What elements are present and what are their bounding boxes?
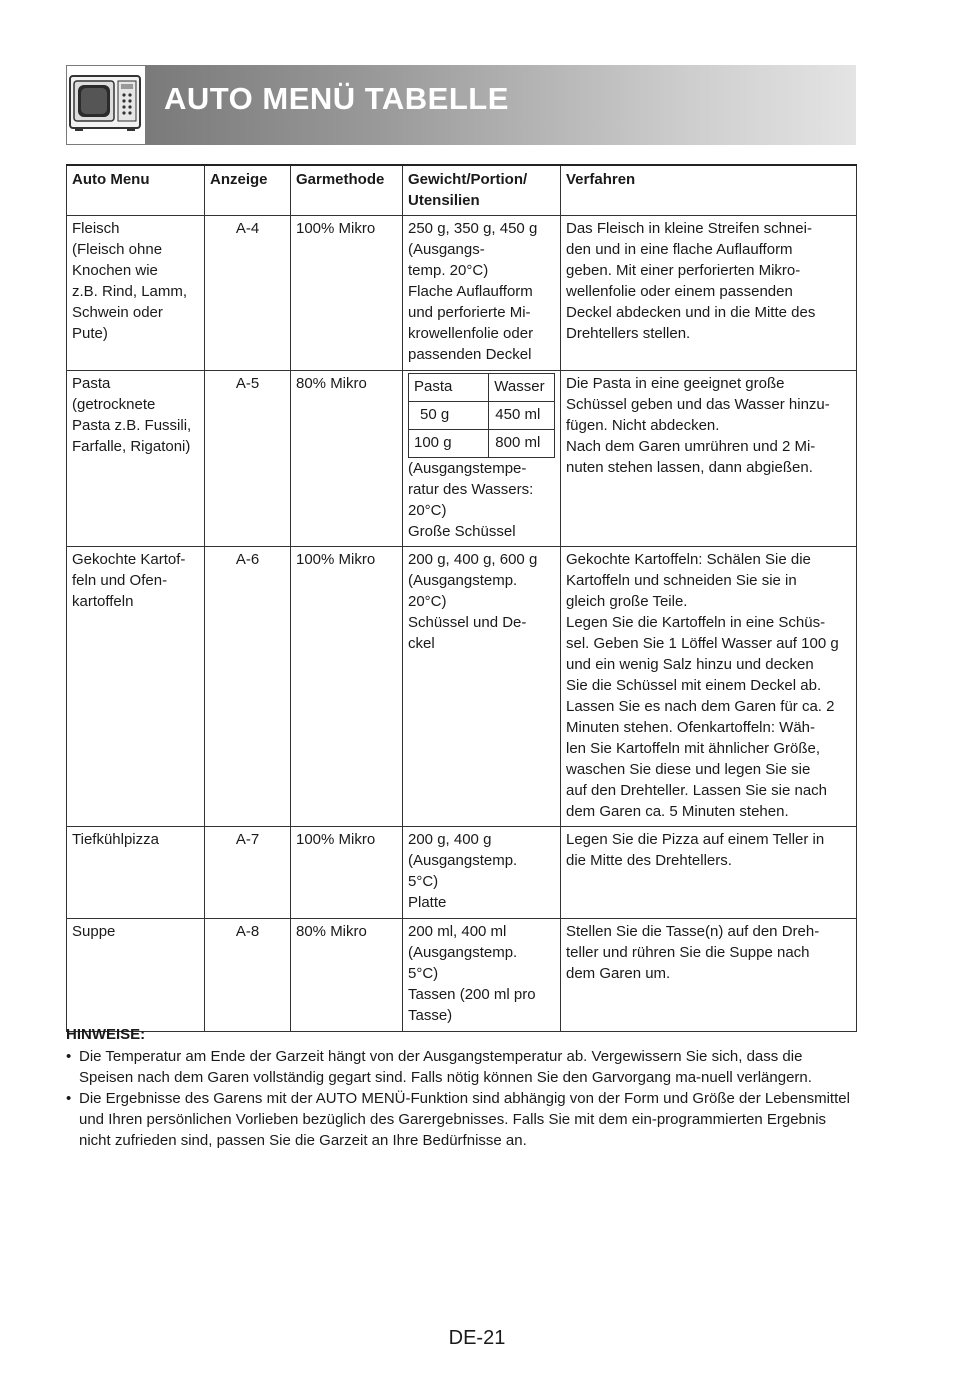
auto-menu-cell: Gekochte Kartof- feln und Ofen- kartoffeln <box>67 547 205 827</box>
page-title: AUTO MENÜ TABELLE <box>164 81 509 116</box>
notes-section <box>66 1024 856 1151</box>
verfahren-cell: Die Pasta in eine geeignet große Schüssel geben und das Wasser hinzu- fügen. Nicht abdecken. Nach dem Garen umrühren und 2 Mi- nuten stehen lassen, dann abgießen. <box>561 371 857 547</box>
bullet-icon: • <box>66 1048 72 1065</box>
garmethode-cell: 100% Mikro <box>291 827 403 919</box>
auto-menu-cell: Pasta (getrocknete Pasta z.B. Fussili, Farfalle, Rigatoni) <box>67 371 205 547</box>
note-text: Die Temperatur am Ende der Garzeit hängt von der Ausgangstemperatur ab. Vergewissern Sie sich, dass die Speisen nach dem Garen vollständig gegart sind. Falls nötig können Sie den Garvorgang ma-nuell verlängern. <box>79 1048 812 1086</box>
note-text: Die Ergebnisse des Garens mit der AUTO MENÜ-Funktion sind abhängig von der Form und Größe der Lebensmittel und Ihren persönlichen Vorlieben bezüglich des Garergebnisses. Falls Sie mit dem ein-programmierten Ergebnis nicht zufrieden sind, passen Sie die Garzeit an Ihre Bedürfnisse an. <box>79 1090 850 1149</box>
auto-menu-table <box>66 164 857 1032</box>
gewicht-cell: 200 g, 400 g, 600 g (Ausgangstemp. 20°C) Schüssel und De- ckel <box>403 547 561 827</box>
garmethode-cell: 80% Mikro <box>291 371 403 547</box>
list-item <box>66 1088 856 1151</box>
gewicht-cell: 200 ml, 400 ml (Ausgangstemp. 5°C) Tassen (200 ml pro Tasse) <box>403 919 561 1032</box>
microwave-icon <box>66 65 146 145</box>
column-header-verfahren: Verfahren <box>561 165 857 216</box>
verfahren-cell: Legen Sie die Pizza auf einem Teller in die Mitte des Drehtellers. <box>561 827 857 919</box>
pasta-notes: (Ausgangstempe- ratur des Wassers: 20°C) Große Schüssel <box>408 460 534 540</box>
garmethode-cell: 80% Mikro <box>291 919 403 1032</box>
anzeige-cell: A-7 <box>205 827 291 919</box>
table-row <box>67 371 857 547</box>
pasta-water-table <box>408 373 555 458</box>
column-header-anzeige: Anzeige <box>205 165 291 216</box>
page-header-banner <box>66 65 856 145</box>
table-row <box>67 827 857 919</box>
pasta-amount: 100 g <box>409 430 489 458</box>
verfahren-cell: Stellen Sie die Tasse(n) auf den Dreh- teller und rühren Sie die Suppe nach dem Garen um. <box>561 919 857 1032</box>
gewicht-cell: 200 g, 400 g (Ausgangstemp. 5°C) Platte <box>403 827 561 919</box>
page-number: DE-21 <box>448 1327 506 1349</box>
anzeige-cell: A-4 <box>205 216 291 371</box>
water-label: Wasser <box>489 374 555 402</box>
auto-menu-cell: Fleisch (Fleisch ohne Knochen wie z.B. Rind, Lamm, Schwein oder Pute) <box>67 216 205 371</box>
auto-menu-cell: Suppe <box>67 919 205 1032</box>
gewicht-cell: 250 g, 350 g, 450 g (Ausgangs- temp. 20°C) Flache Auflaufform und perforierte Mi- krowellenfolie oder passenden Deckel <box>403 216 561 371</box>
verfahren-cell: Gekochte Kartoffeln: Schälen Sie die Kartoffeln und schneiden Sie sie in gleich große Teile. Legen Sie die Kartoffeln in eine Schüs- sel. Geben Sie 1 Löffel Wasser auf 100 g und ein wenig Salz hinzu und decken Sie die Schüssel mit einem Deckel ab. Lassen Sie es nach dem Garen für ca. 2 Minuten stehen. Ofenkartoffeln: Wäh- len Sie Kartoffeln mit ähnlicher Größe, waschen Sie diese und legen Sie sie auf den Drehteller. Lassen Sie sie nach dem Garen ca. 5 Minuten stehen. <box>561 547 857 827</box>
anzeige-cell: A-6 <box>205 547 291 827</box>
column-header-auto-menu: Auto Menu <box>67 165 205 216</box>
table-row <box>67 919 857 1032</box>
table-header-row <box>67 165 857 216</box>
anzeige-cell: A-8 <box>205 919 291 1032</box>
column-header-gewicht: Gewicht/Portion/ Utensilien <box>403 165 561 216</box>
table-row <box>67 547 857 827</box>
column-header-garmethode: Garmethode <box>291 165 403 216</box>
water-amount: 800 ml <box>489 430 555 458</box>
garmethode-cell: 100% Mikro <box>291 547 403 827</box>
list-item <box>66 1046 856 1088</box>
gewicht-cell <box>403 371 561 547</box>
anzeige-cell: A-5 <box>205 371 291 547</box>
auto-menu-cell: Tiefkühlpizza <box>67 827 205 919</box>
notes-heading: HINWEISE: <box>66 1026 146 1043</box>
table-row <box>67 216 857 371</box>
bullet-icon: • <box>66 1090 72 1107</box>
verfahren-cell: Das Fleisch in kleine Streifen schnei- den und in eine flache Auflaufform geben. Mit einer perforierten Mikro- wellenfolie oder einem passenden Deckel abdecken und in die Mitte des Drehtellers stellen. <box>561 216 857 371</box>
pasta-label: Pasta <box>409 374 489 402</box>
pasta-amount: 50 g <box>409 402 489 430</box>
notes-list <box>66 1046 856 1151</box>
water-amount: 450 ml <box>489 402 555 430</box>
garmethode-cell: 100% Mikro <box>291 216 403 371</box>
